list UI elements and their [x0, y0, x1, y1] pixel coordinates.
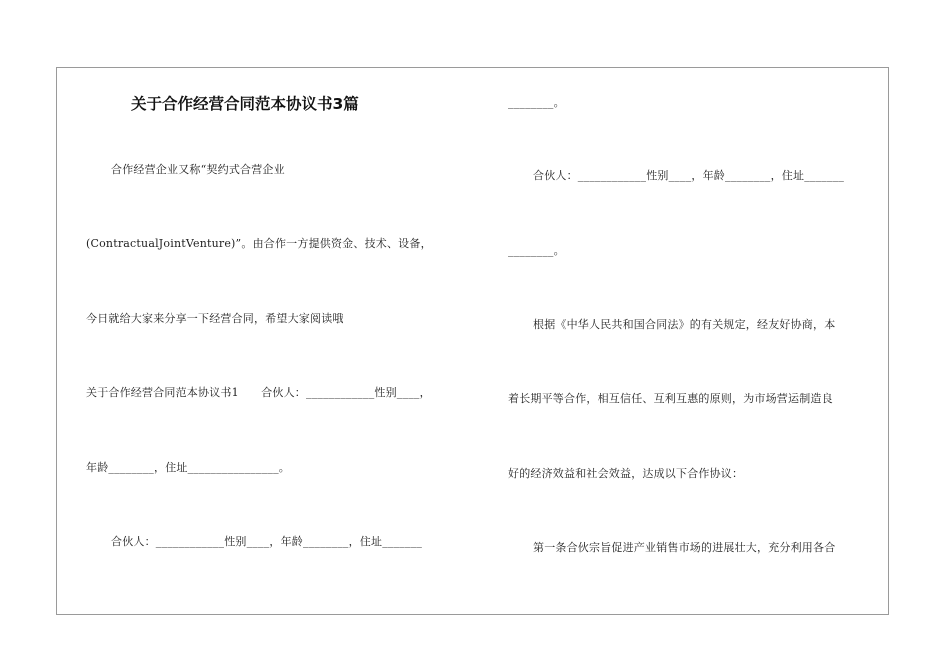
right-paragraph-line: 合伙人：____________性别____，年龄________，住址_______ — [533, 169, 845, 182]
right-paragraph-line: 第一条合伙宗旨促进产业销售市场的进展壮大，充分利用各合 — [533, 541, 836, 554]
document-page-frame — [56, 67, 889, 615]
left-paragraph-line: 合伙人：____________性别____，年龄________，住址_______ — [111, 535, 423, 548]
right-paragraph-line: 好的经济效益和社会效益，达成以下合作协议： — [508, 467, 744, 480]
left-paragraph-line: 合作经营企业又称“契约式合营企业 — [111, 163, 285, 176]
left-paragraph-line: (ContractualJointVenture)”。由合作一方提供资金、技术、设备， — [86, 237, 432, 250]
right-paragraph-line: ________。 — [508, 244, 565, 257]
right-paragraph-line: ________。 — [508, 96, 565, 109]
right-paragraph-line: 根据《中华人民共和国合同法》的有关规定，经友好协商，本 — [533, 318, 836, 331]
left-paragraph-line: 关于合作经营合同范本协议书1 合伙人：____________性别____， — [86, 386, 431, 399]
left-paragraph-line: 年龄________，住址________________。 — [86, 461, 290, 474]
left-paragraph-line: 今日就给大家来分享一下经营合同，希望大家阅读哦 — [86, 312, 344, 325]
right-paragraph-line: 着长期平等合作，相互信任、互利互惠的原则，为市场营运制造良 — [508, 392, 833, 405]
document-title: 关于合作经营合同范本协议书3篇 — [131, 95, 359, 113]
